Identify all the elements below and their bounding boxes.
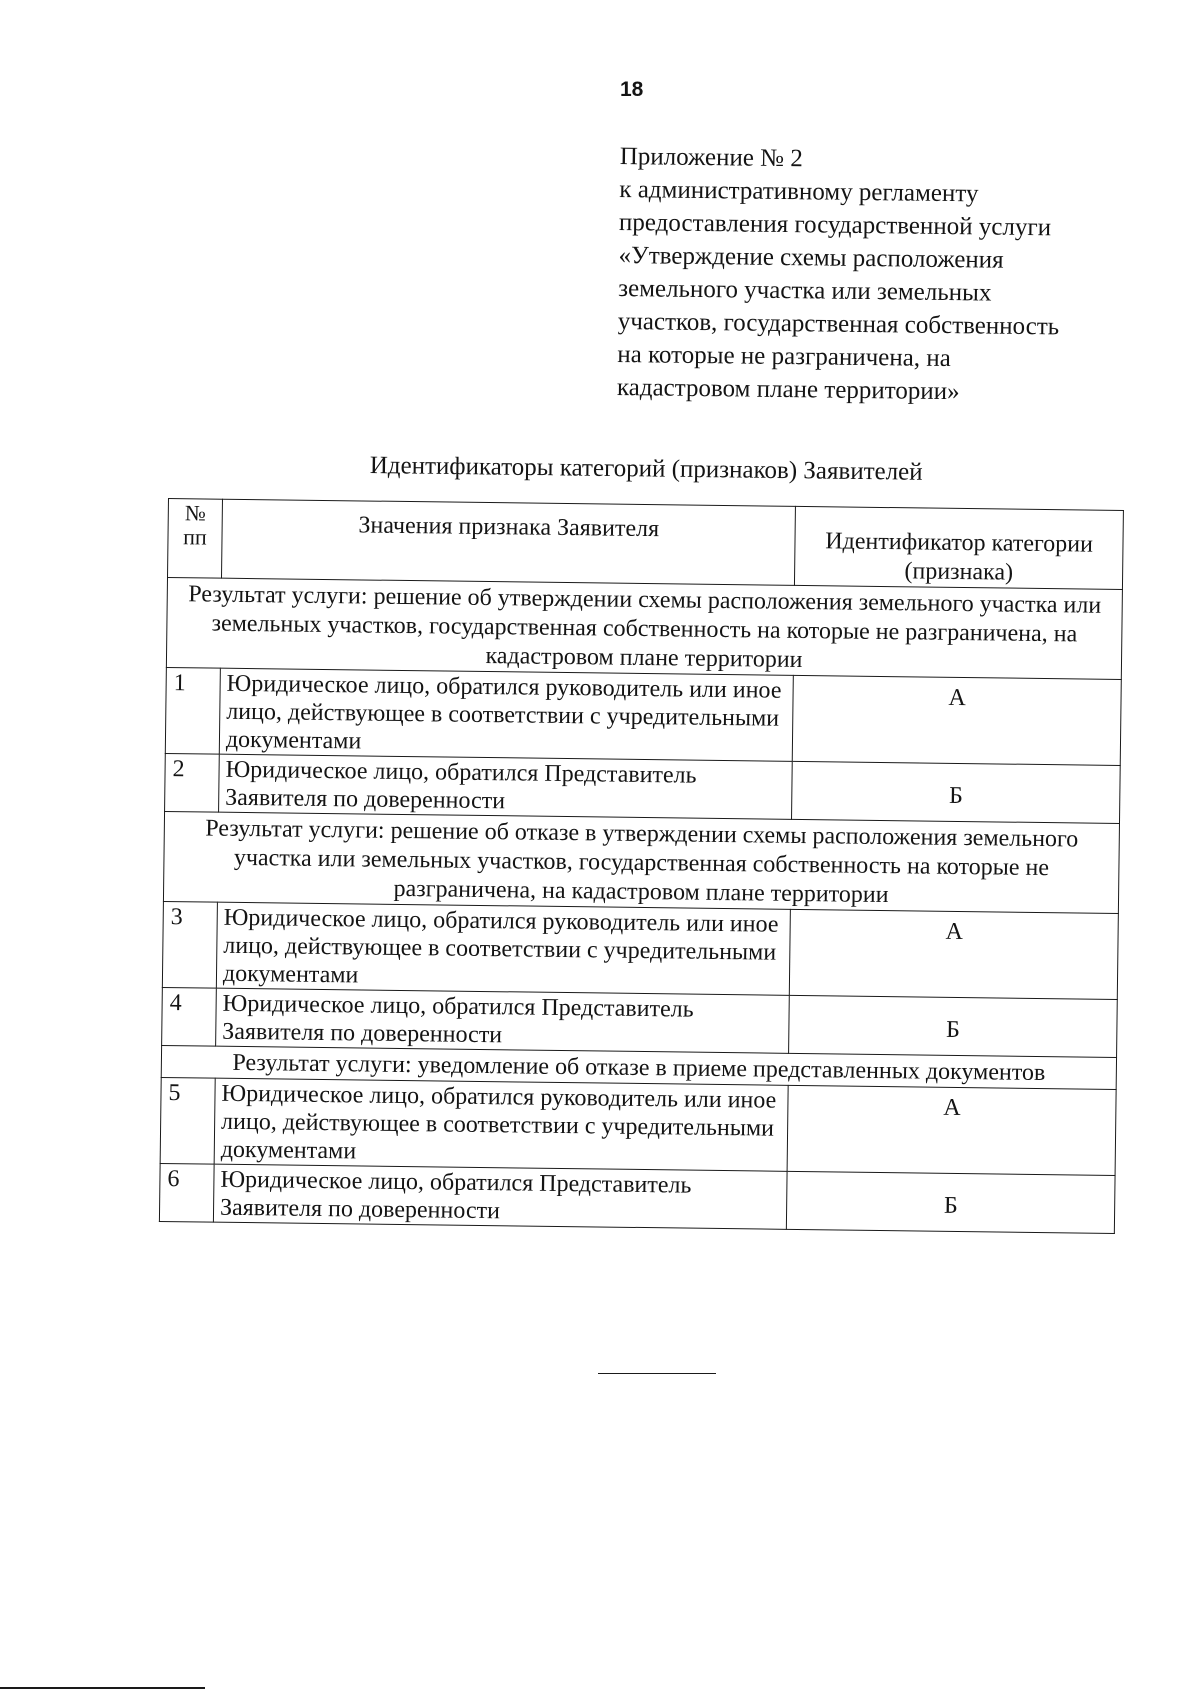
appendix-line: «Утверждение схемы расположения	[618, 241, 1004, 274]
row-value: Юридическое лицо, обратился руководитель или иное лицо, действующее в соответствии с учредительными документами	[219, 668, 793, 761]
row-value: Юридическое лицо, обратился руководитель или иное лицо, действующее в соответствии с учредительными документами	[214, 1078, 788, 1171]
appendix-line: земельного участка или земельных	[618, 274, 992, 307]
appendix-line: на которые не разграничена, на	[617, 340, 951, 373]
margin-divider-line	[0, 1687, 205, 1689]
appendix-line: кадастровом плане территории»	[616, 373, 960, 406]
row-value: Юридическое лицо, обратился Представитель Заявителя по доверенности	[219, 754, 793, 819]
row-number: 6	[159, 1163, 214, 1222]
row-identifier: Б	[792, 761, 1120, 823]
row-number: 5	[160, 1077, 215, 1164]
row-identifier: Б	[789, 995, 1117, 1057]
section-heading: Результат услуги: решение об отказе в утверждении схемы расположения земельного участка или земельных участков, государственная собственность на которые не разграничена, на кадастровом плане территории	[163, 811, 1119, 913]
header-num: № пп	[168, 499, 223, 579]
table-row	[160, 1077, 1116, 1175]
row-identifier: А	[793, 675, 1122, 765]
appendix-line: участков, государственная собственность	[617, 307, 1060, 341]
section-heading-row	[166, 578, 1122, 680]
identifiers-table-wrapper	[159, 498, 1124, 1234]
row-value: Юридическое лицо, обратился Представитель Заявителя по доверенности	[216, 988, 790, 1053]
table-row	[159, 1163, 1115, 1233]
row-identifier: А	[787, 1085, 1116, 1175]
row-value: Юридическое лицо, обратился Представитель Заявителя по доверенности	[213, 1164, 787, 1229]
end-of-document-line	[598, 1373, 716, 1374]
row-number: 2	[165, 753, 220, 812]
row-number: 1	[165, 667, 220, 754]
row-identifier: Б	[787, 1171, 1115, 1233]
section-heading-row	[163, 811, 1119, 913]
appendix-line: Приложение № 2	[619, 142, 803, 173]
table-row	[162, 901, 1118, 999]
header-identifier: Идентификатор категории (признака)	[795, 506, 1124, 589]
section-heading: Результат услуги: решение об утверждении схемы расположения земельного участка или земельных участков, государственная собственность на которые не разграничена, на кадастровом плане территории	[166, 578, 1122, 680]
row-number: 4	[162, 987, 217, 1046]
row-value: Юридическое лицо, обратился руководитель или иное лицо, действующее в соответствии с учредительными документами	[216, 902, 790, 995]
appendix-block	[617, 140, 1140, 410]
appendix-line: предоставления государственной услуги	[618, 208, 1052, 242]
identifiers-table	[159, 498, 1124, 1234]
document-title: Идентификаторы категорий (признаков) Заявителей	[369, 452, 923, 486]
table-row	[165, 667, 1121, 765]
section-heading: Результат услуги: уведомление об отказе в приеме представленных документов	[161, 1045, 1116, 1089]
table-header-row	[168, 499, 1124, 590]
page-number: 18	[620, 78, 644, 101]
appendix-line: к административному регламенту	[619, 175, 979, 208]
header-value: Значения признака Заявителя	[221, 499, 795, 585]
row-identifier: А	[790, 909, 1119, 999]
row-number: 3	[162, 901, 217, 988]
